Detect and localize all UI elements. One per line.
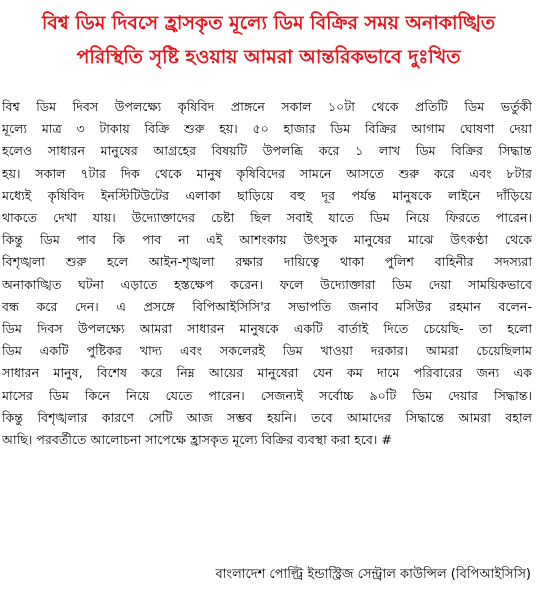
signature: বাংলাদেশ পোল্ট্রি ইন্ডাস্ট্রিজ সেন্ট্রাল কাউন্সিল (বিপিআইসিসি) <box>215 567 531 582</box>
body-line: মূল্যে মাত্র ৩ টাকায় বিক্রি শুরু হয়। ৫০ হাজার ডিম বিক্রির আগাম ঘোষণা দেয়া <box>2 121 532 137</box>
press-release-body <box>2 96 532 451</box>
body-line: বন্ধ করে দেন। এ প্রসঙ্গে বিপিআইসিসি'র সভাপতি জনাব মসিউর রহমান বলেন- <box>2 298 532 314</box>
body-line: মধ্যেই কৃষিবিদ ইনস্টিটিউটের এলাকা ছাড়িয়ে বহু দূর পর্যন্ত মানুষকে লাইনে দাঁড়িয়ে <box>2 187 532 203</box>
body-line: সাধারন মানুষ, বিশেষ করে নিম্ন আয়ের মানুষেরা যেন কম দামে পরিবারের জন্য এক <box>2 365 532 381</box>
body-line: থাকতে দেখা যায়। উদ্যোক্তাদের চেষ্টা ছিল সবাই যাতে ডিম নিয়ে ফিরতে পারেন। <box>2 210 532 226</box>
body-line: মাসের ডিম কিনে নিয়ে যেতে পারেন। সেজন্যই সর্বোচ্চ ৯০টি ডিম দেয়ার সিদ্ধান্ত। <box>2 387 532 403</box>
body-line: বিশ্ব ডিম দিবস উপলক্ষ্যে কৃষিবিদ প্রাঙ্গনে সকাল ১০টা থেকে প্রতিটি ডিম ভর্তুকী <box>2 99 532 114</box>
press-release-headline <box>0 6 537 74</box>
body-line: বিশৃঙ্খলা শুরু হলে আইন-শৃঙ্খলা রক্ষার দায়িত্বে থাকা পুলিশ বাহিনীর সদস্যরা <box>2 254 532 270</box>
body-line: ডিম দিবস উপলক্ষ্যে আমরা সাধারন মানুষকে একটি বার্তাই দিতে চেয়েছি- তা হলো <box>2 321 532 337</box>
body-line: কিন্তু বিশৃঙ্খলার কারণে সেটি আজ সম্ভব হয়নি। তবে আমাদের সিদ্ধান্তে আমরা বহাল <box>2 409 532 425</box>
body-line: আছি। পরবর্তীতে আলোচনা সাপেক্ষে হ্রাসকৃত মূল্যে বিক্রির ব্যবস্থা করা হবে। # <box>2 432 392 448</box>
body-line: হয়। সকাল ৭টার দিক থেকে মানুষ কৃষিবিদের সামনে আসতে শুরু করে এবং ৮টার <box>2 165 532 181</box>
body-line: হলেও সাধারন মানুষের আগ্রহের বিষয়টি উপলব্ধি করে ১ লাখ ডিম বিক্রির সিদ্ধান্ত <box>2 143 532 159</box>
body-line: অনাকাঙ্খিত ঘটনা এড়াতে হস্তক্ষেপ করেন। ফলে উদ্যোক্তারা ডিম দেয়া সাময়িকভাবে <box>2 276 532 292</box>
body-line: কিন্তু ডিম পাব কি পাব না এই আশংকায় উৎসুক মানুষের মাঝে উৎকণ্ঠা থেকে <box>2 232 532 248</box>
headline-line-2: পরিস্থিতি সৃষ্টি হওয়ায় আমরা আন্তরিকভাবে দুঃখিত <box>76 46 461 68</box>
headline-line-1: বিশ্ব ডিম দিবসে হ্রাসকৃত মূল্যে ডিম বিক্রির সময় অনাকাঙ্খিত <box>41 12 496 34</box>
body-line: ডিম একটি পুষ্টিকর খাদ্য এবং সকলেরই ডিম খাওয়া দরকার। আমরা চেয়েছিলাম <box>2 343 532 359</box>
